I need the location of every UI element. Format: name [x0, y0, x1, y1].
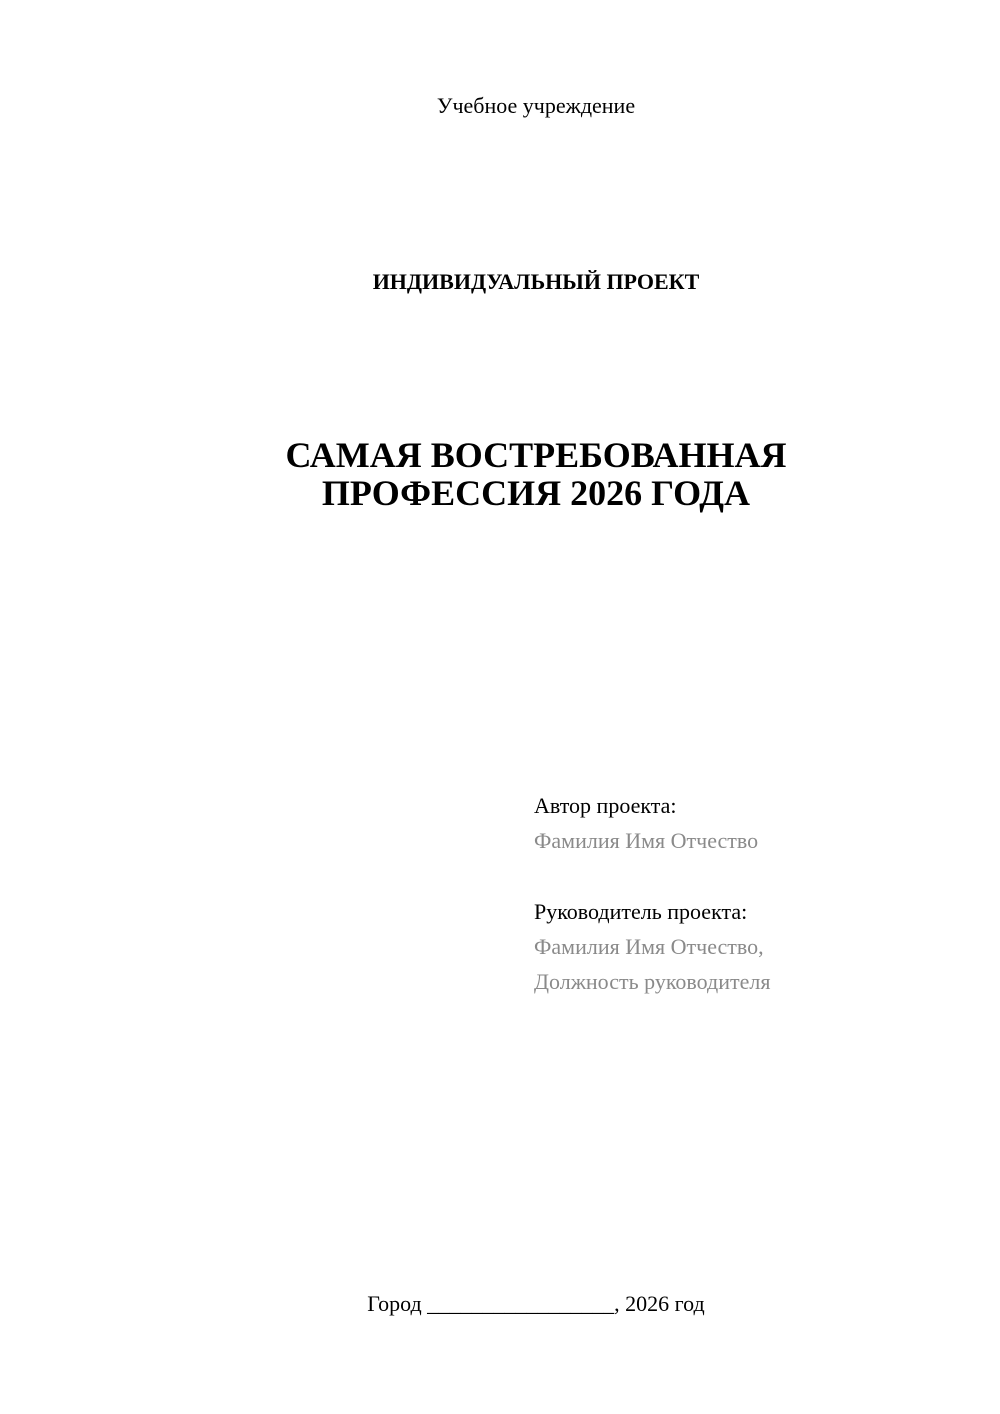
credits-block — [534, 788, 770, 999]
author-name: Фамилия Имя Отчество — [534, 828, 759, 853]
project-title-line-2: ПРОФЕССИЯ 2026 ГОДА — [321, 473, 751, 513]
project-title — [0, 436, 1000, 512]
document-type: ИНДИВИДУАЛЬНЫЙ ПРОЕКТ — [372, 269, 700, 294]
project-title-line-1: САМАЯ ВОСТРЕБОВАННАЯ — [285, 435, 787, 475]
supervisor-label: Руководитель проекта: — [534, 899, 748, 924]
institution-name: Учебное учреждение — [436, 93, 636, 118]
city-year-line: Город _________________, 2026 год — [367, 1291, 705, 1316]
author-label: Автор проекта: — [534, 793, 677, 818]
supervisor-position: Должность руководителя — [534, 969, 771, 994]
supervisor-name: Фамилия Имя Отчество, — [534, 934, 764, 959]
credits-spacer — [534, 858, 770, 894]
